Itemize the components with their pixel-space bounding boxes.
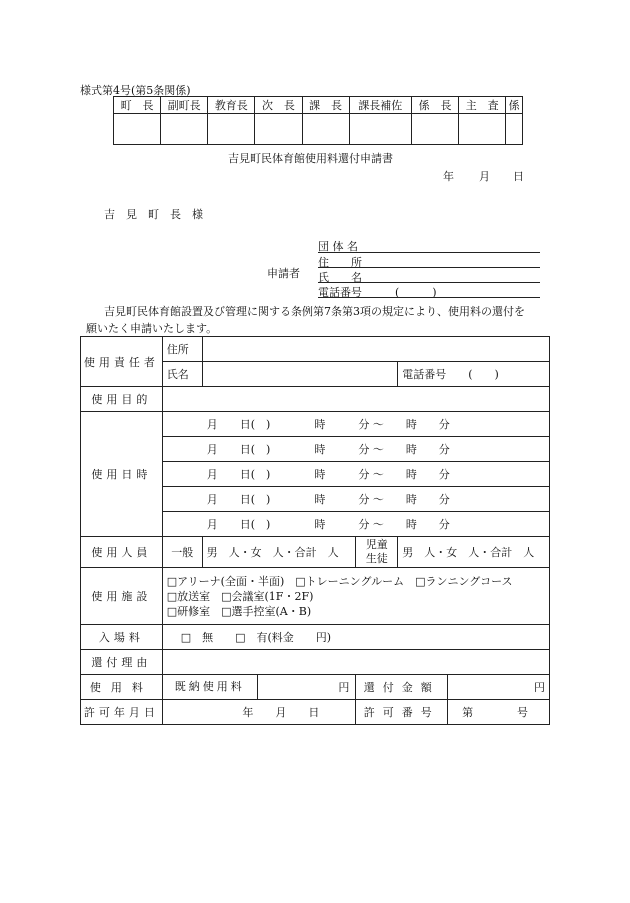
form-number: 様式第4号(第5条関係): [80, 84, 191, 97]
stamp-box[interactable]: [459, 114, 506, 145]
approval-col-0: 町 長: [114, 97, 161, 114]
fee-paid-field[interactable]: [258, 679, 356, 695]
users-general-label: 一般: [162, 537, 202, 568]
facilities-line-3: □研修室 □選手控室(A・B): [166, 604, 312, 618]
approval-col-6: 係 長: [412, 97, 459, 114]
fee-refund-field[interactable]: [448, 675, 550, 700]
permit-date-label: 許可年月日: [81, 700, 163, 725]
users-children-label: 児童生徒: [356, 537, 398, 568]
applicant-name-label: 氏 名: [318, 271, 362, 284]
permit-date-field[interactable]: 年 月 日: [162, 700, 356, 725]
stamp-box[interactable]: [255, 114, 302, 145]
purpose-label: 使用目的: [81, 387, 163, 412]
users-children-field[interactable]: 男 人・女 人・合計 人: [398, 537, 550, 568]
body-text-line-2: 願いたく申請いたします。: [86, 322, 218, 335]
applicant-address-line[interactable]: [318, 254, 540, 268]
refund-reason-label: 還付理由: [81, 650, 163, 675]
approval-col-8: 係: [506, 97, 523, 114]
stamp-box[interactable]: [506, 114, 523, 145]
stamp-box[interactable]: [349, 114, 411, 145]
purpose-field[interactable]: [162, 387, 549, 412]
admission-label: 入場料: [81, 625, 163, 650]
applicant-phone-line[interactable]: [318, 284, 540, 298]
admission-field[interactable]: □ 無 □ 有(料金 円): [162, 625, 549, 650]
datetime-row[interactable]: 月 日( ) 時 分 〜 時 分: [162, 487, 549, 512]
date-day: 日: [513, 170, 524, 183]
fee-refund-unit: 円: [534, 681, 545, 694]
responsible-phone-field[interactable]: 電話番号 ( ): [398, 362, 550, 387]
stamp-box[interactable]: [412, 114, 459, 145]
responsible-name-label: 氏名: [162, 362, 202, 387]
stamp-box[interactable]: [302, 114, 349, 145]
responsible-address-label: 住所: [162, 337, 202, 362]
applicant-phone-label: 電話番号 ( ): [318, 286, 437, 299]
fee-refund-label: 還付金額: [356, 675, 448, 700]
datetime-row[interactable]: 月 日( ) 時 分 〜 時 分: [162, 437, 549, 462]
fee-paid-label: 既納使用料: [163, 675, 258, 699]
approval-col-7: 主 査: [459, 97, 506, 114]
applicant-group-name-label: 団 体 名: [318, 240, 358, 253]
applicant-label: 申請者: [267, 267, 300, 280]
date-year: 年: [443, 170, 454, 183]
date-month: 月: [479, 170, 490, 183]
responsible-address-field[interactable]: [202, 337, 549, 362]
body-text-line-1: 吉見町民体育館設置及び管理に関する条例第7条第3項の規定により、使用料の還付を: [104, 305, 525, 318]
applicant-name-line[interactable]: [318, 269, 540, 283]
application-table: [80, 336, 550, 725]
approval-col-4: 課 長: [302, 97, 349, 114]
facilities-options[interactable]: [162, 568, 549, 625]
addressee: 吉 見 町 長 様: [104, 208, 203, 221]
datetime-label: 使用日時: [81, 412, 163, 537]
stamp-box[interactable]: [161, 114, 208, 145]
permit-number-field[interactable]: 第 号: [448, 700, 550, 725]
fee-paid-unit: 円: [338, 681, 350, 694]
approval-stamp-table: [113, 96, 523, 145]
page-title: 吉見町民体育館使用料還付申請書: [228, 152, 393, 165]
approval-col-2: 教育長: [208, 97, 255, 114]
users-label: 使用人員: [81, 537, 163, 568]
applicant-group-name-line[interactable]: [318, 239, 540, 253]
approval-col-3: 次 長: [255, 97, 302, 114]
approval-col-5: 課長補佐: [349, 97, 411, 114]
responsible-name-field[interactable]: [202, 362, 398, 387]
approval-col-1: 副町長: [161, 97, 208, 114]
facilities-line-1: □アリーナ(全面・半面) □トレーニングルーム □ランニングコース: [166, 574, 513, 588]
stamp-box[interactable]: [114, 114, 161, 145]
datetime-row[interactable]: 月 日( ) 時 分 〜 時 分: [162, 512, 549, 537]
responsible-label: 使用責任者: [81, 337, 163, 387]
fee-label: 使用料: [81, 675, 163, 700]
stamp-box[interactable]: [208, 114, 255, 145]
applicant-address-label: 住 所: [318, 256, 362, 269]
datetime-row[interactable]: 月 日( ) 時 分 〜 時 分: [162, 412, 549, 437]
datetime-row[interactable]: 月 日( ) 時 分 〜 時 分: [162, 462, 549, 487]
refund-reason-field[interactable]: [162, 650, 549, 675]
facilities-label: 使用施設: [81, 568, 163, 625]
users-general-field[interactable]: 男 人・女 人・合計 人: [202, 537, 356, 568]
permit-number-label: 許可番号: [356, 700, 448, 725]
facilities-line-2: □放送室 □会議室(1F・2F): [166, 589, 314, 603]
